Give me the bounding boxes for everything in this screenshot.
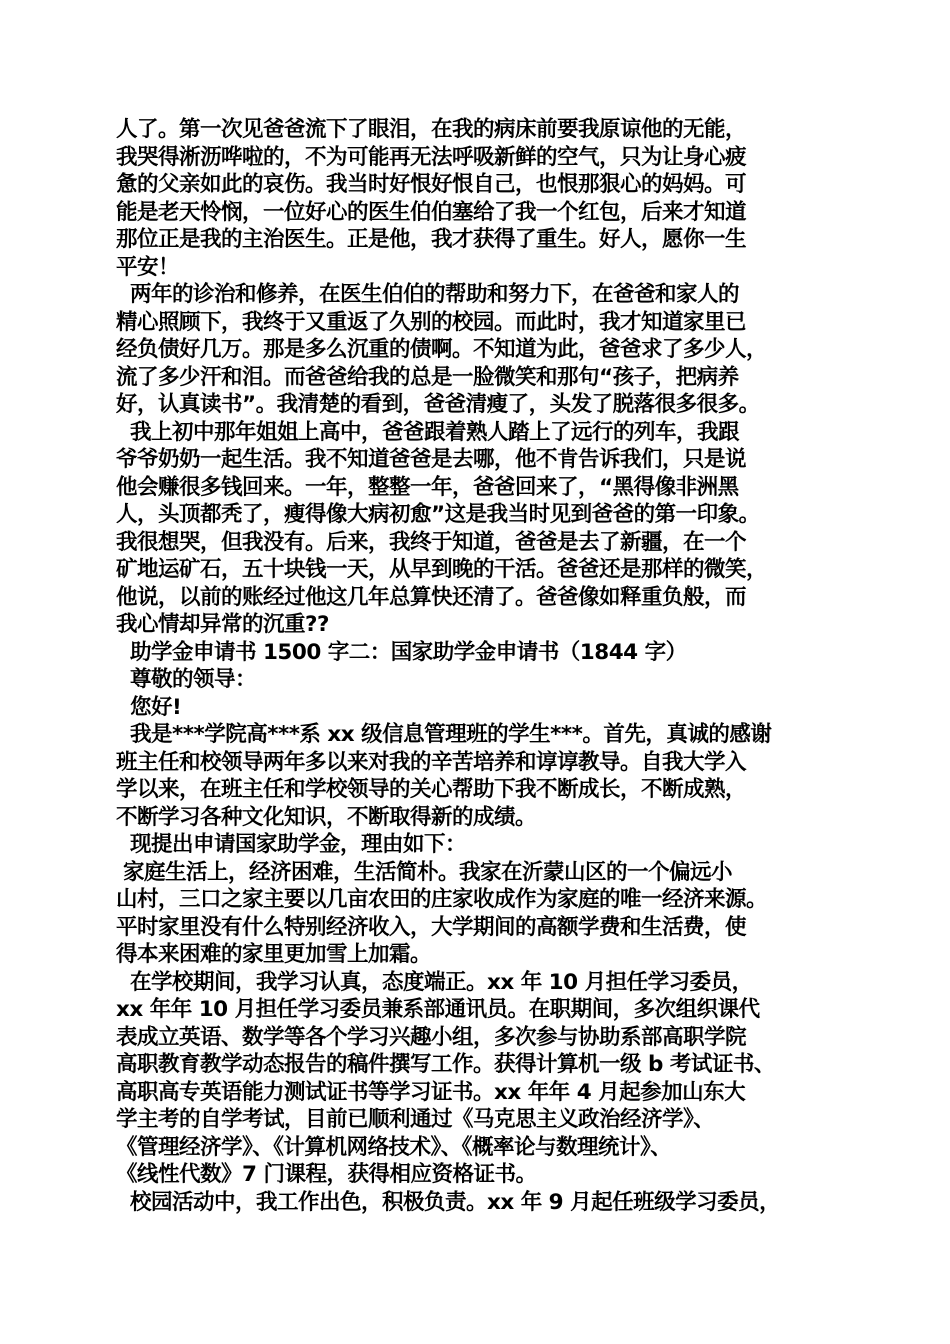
text-line: 我上初中那年姐姐上高中，爸爸跟着熟人踏上了远行的列车，我跟 — [116, 419, 739, 445]
text-line: 高职教育教学动态报告的稿件撰写工作。获得计算机一级 b 考试证书、 — [116, 1052, 775, 1077]
text-line: 人了。第一次见爸爸流下了眼泪，在我的病床前要我原谅他的无能， — [116, 117, 747, 142]
text-line: 我心情却异常的沉重?? — [116, 612, 329, 637]
text-line: 经负债好几万。那是多么沉重的债啊。不知道为此，爸爸求了多少人， — [116, 337, 768, 362]
text-line: 流了多少汗和泪。而爸爸给我的总是一脸微笑和那句“孩子，把病养 — [116, 364, 739, 390]
document-body — [116, 116, 846, 1216]
text-line: 我哭得淅沥哗啦的，不为可能再无法呼吸新鲜的空气，只为让身心疲 — [116, 144, 747, 170]
text-line: 《线性代数》7 门课程，获得相应资格证书。 — [116, 1162, 537, 1187]
text-line: 精心照顾下，我终于又重返了久别的校园。而此时，我才知道家里已 — [116, 309, 747, 335]
text-line: 平时家里没有什么特别经济收入，大学期间的高额学费和生活费，使 — [116, 914, 747, 940]
text-line: 爷爷奶奶一起生活。我不知道爸爸是去哪，他不肯告诉我们，只是说 — [116, 447, 747, 472]
text-line: 惫的父亲如此的哀伤。我当时好恨好恨自己，也恨那狠心的妈妈。可 — [116, 172, 747, 197]
text-line: 学以来，在班主任和学校领导的关心帮助下我不断成长，不断成熟， — [116, 777, 747, 802]
text-line: 我是***学院高***系 xx 级信息管理班的学生***。首先，真诚的感谢 — [116, 722, 772, 747]
text-line: 班主任和校领导两年多以来对我的辛苦培养和谆谆教导。自我大学入 — [116, 749, 747, 775]
text-line: 山村，三口之家主要以几亩农田的庄家收成作为家庭的唯一经济来源。 — [116, 887, 768, 912]
text-line: 尊敬的领导： — [116, 667, 256, 692]
text-line: 他会赚很多钱回来。一年，整整一年，爸爸回来了，“黑得像非洲黑 — [116, 474, 739, 500]
text-line: 现提出申请国家助学金，理由如下： — [116, 832, 466, 857]
text-line: 人，头顶都秃了，瘦得像大病初愈”这是我当时见到爸爸的第一印象。 — [116, 502, 760, 527]
text-line: 我很想哭，但我没有。后来，我终于知道，爸爸是去了新疆，在一个 — [116, 529, 747, 555]
text-line: 《管理经济学》、《计算机网络技术》、《概率论与数理统计》、 — [116, 1134, 672, 1160]
text-line: 他说，以前的账经过他这几年总算快还清了。爸爸像如释重负般，而 — [116, 584, 747, 610]
text-line: 那位正是我的主治医生。正是他，我才获得了重生。好人，愿你一生 — [116, 227, 747, 252]
text-line: 助学金申请书 1500 字二：国家助学金申请书（1844 字） — [116, 639, 687, 665]
text-line: 您好! — [116, 694, 182, 720]
text-line: 高职高专英语能力测试证书等学习证书。xx 年年 4 月起参加山东大 — [116, 1079, 746, 1105]
text-line: 矿地运矿石，五十块钱一天，从早到晚的干活。爸爸还是那样的微笑， — [116, 557, 768, 582]
text-line: 表成立英语、数学等各个学习兴趣小组，多次参与协助系部高职学院 — [116, 1024, 747, 1050]
text-line: xx 年年 10 月担任学习委员兼系部通讯员。在职期间，多次组织课代 — [116, 997, 760, 1022]
text-line: 得本来困难的家里更加雪上加霜。 — [116, 942, 432, 967]
text-line: 校园活动中，我工作出色，积极负责。xx 年 9 月起任班级学习委员， — [116, 1189, 781, 1215]
text-line: 能是老天怜悯，一位好心的医生伯伯塞给了我一个红包，后来才知道 — [116, 199, 747, 225]
text-line: 家庭生活上，经济困难，生活简朴。我家在沂蒙山区的一个偏远小 — [116, 859, 732, 885]
text-line: 学主考的自学考试，目前已顺利通过《马克思主义政治经济学》、 — [116, 1107, 715, 1132]
text-line: 不断学习各种文化知识，不断取得新的成绩。 — [116, 804, 537, 830]
text-line: 在学校期间，我学习认真，态度端正。xx 年 10 月担任学习委员， — [116, 969, 753, 995]
text-line: 好，认真读书”。我清楚的看到，爸爸清瘦了，头发了脱落很多很多。 — [116, 392, 760, 417]
text-line: 两年的诊治和修养，在医生伯伯的帮助和努力下，在爸爸和家人的 — [116, 282, 739, 307]
text-line: 平安！ — [116, 254, 180, 280]
